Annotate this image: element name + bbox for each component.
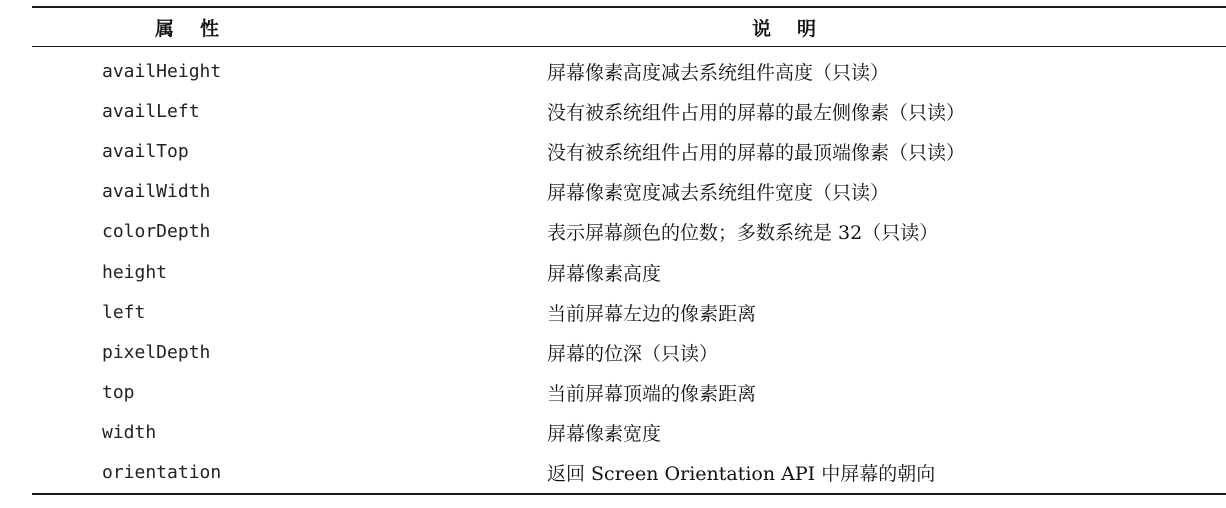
property-description: 屏幕像素宽度减去系统组件宽度（只读） [547,182,890,205]
table-row [32,453,1226,494]
table-row [32,91,1226,131]
property-name: orientation [102,462,222,484]
property-description: 没有被系统组件占用的屏幕的最左侧像素（只读） [547,101,966,124]
property-description: 返回 Screen Orientation API 中屏幕的朝向 [547,463,936,486]
property-name: height [102,261,168,283]
property-name: availLeft [102,100,200,122]
property-name: colorDepth [102,221,211,243]
table-row [32,252,1226,292]
property-description: 屏幕像素高度减去系统组件高度（只读） [547,61,890,84]
property-description: 屏幕像素高度 [547,262,662,285]
property-name: availWidth [102,181,211,203]
table-row [32,373,1226,413]
header-row [32,7,1226,47]
screen-properties-table-container [32,6,1226,495]
table-row [32,292,1226,332]
property-name: pixelDepth [102,341,211,363]
table-row [32,413,1226,453]
table-row [32,47,1226,92]
table-row [32,131,1226,171]
table-row [32,332,1226,372]
property-description: 没有被系统组件占用的屏幕的最顶端像素（只读） [547,141,966,164]
table-header [32,7,1226,47]
property-description: 当前屏幕左边的像素距离 [547,302,757,325]
property-description: 屏幕的位深（只读） [547,342,719,365]
column-header-description: 说明 [751,17,842,40]
property-name: availHeight [102,60,222,82]
property-name: width [102,422,157,444]
table-body [32,47,1226,495]
table-row [32,212,1226,252]
table-row [32,172,1226,212]
column-header-property: 属性 [154,17,245,40]
property-name: availTop [102,140,189,162]
property-description: 当前屏幕顶端的像素距离 [547,383,757,406]
property-name: top [102,382,135,404]
property-description: 表示屏幕颜色的位数；多数系统是 32（只读） [547,222,939,245]
property-description: 屏幕像素宽度 [547,423,662,446]
screen-properties-table [32,6,1226,495]
property-name: left [102,301,146,323]
